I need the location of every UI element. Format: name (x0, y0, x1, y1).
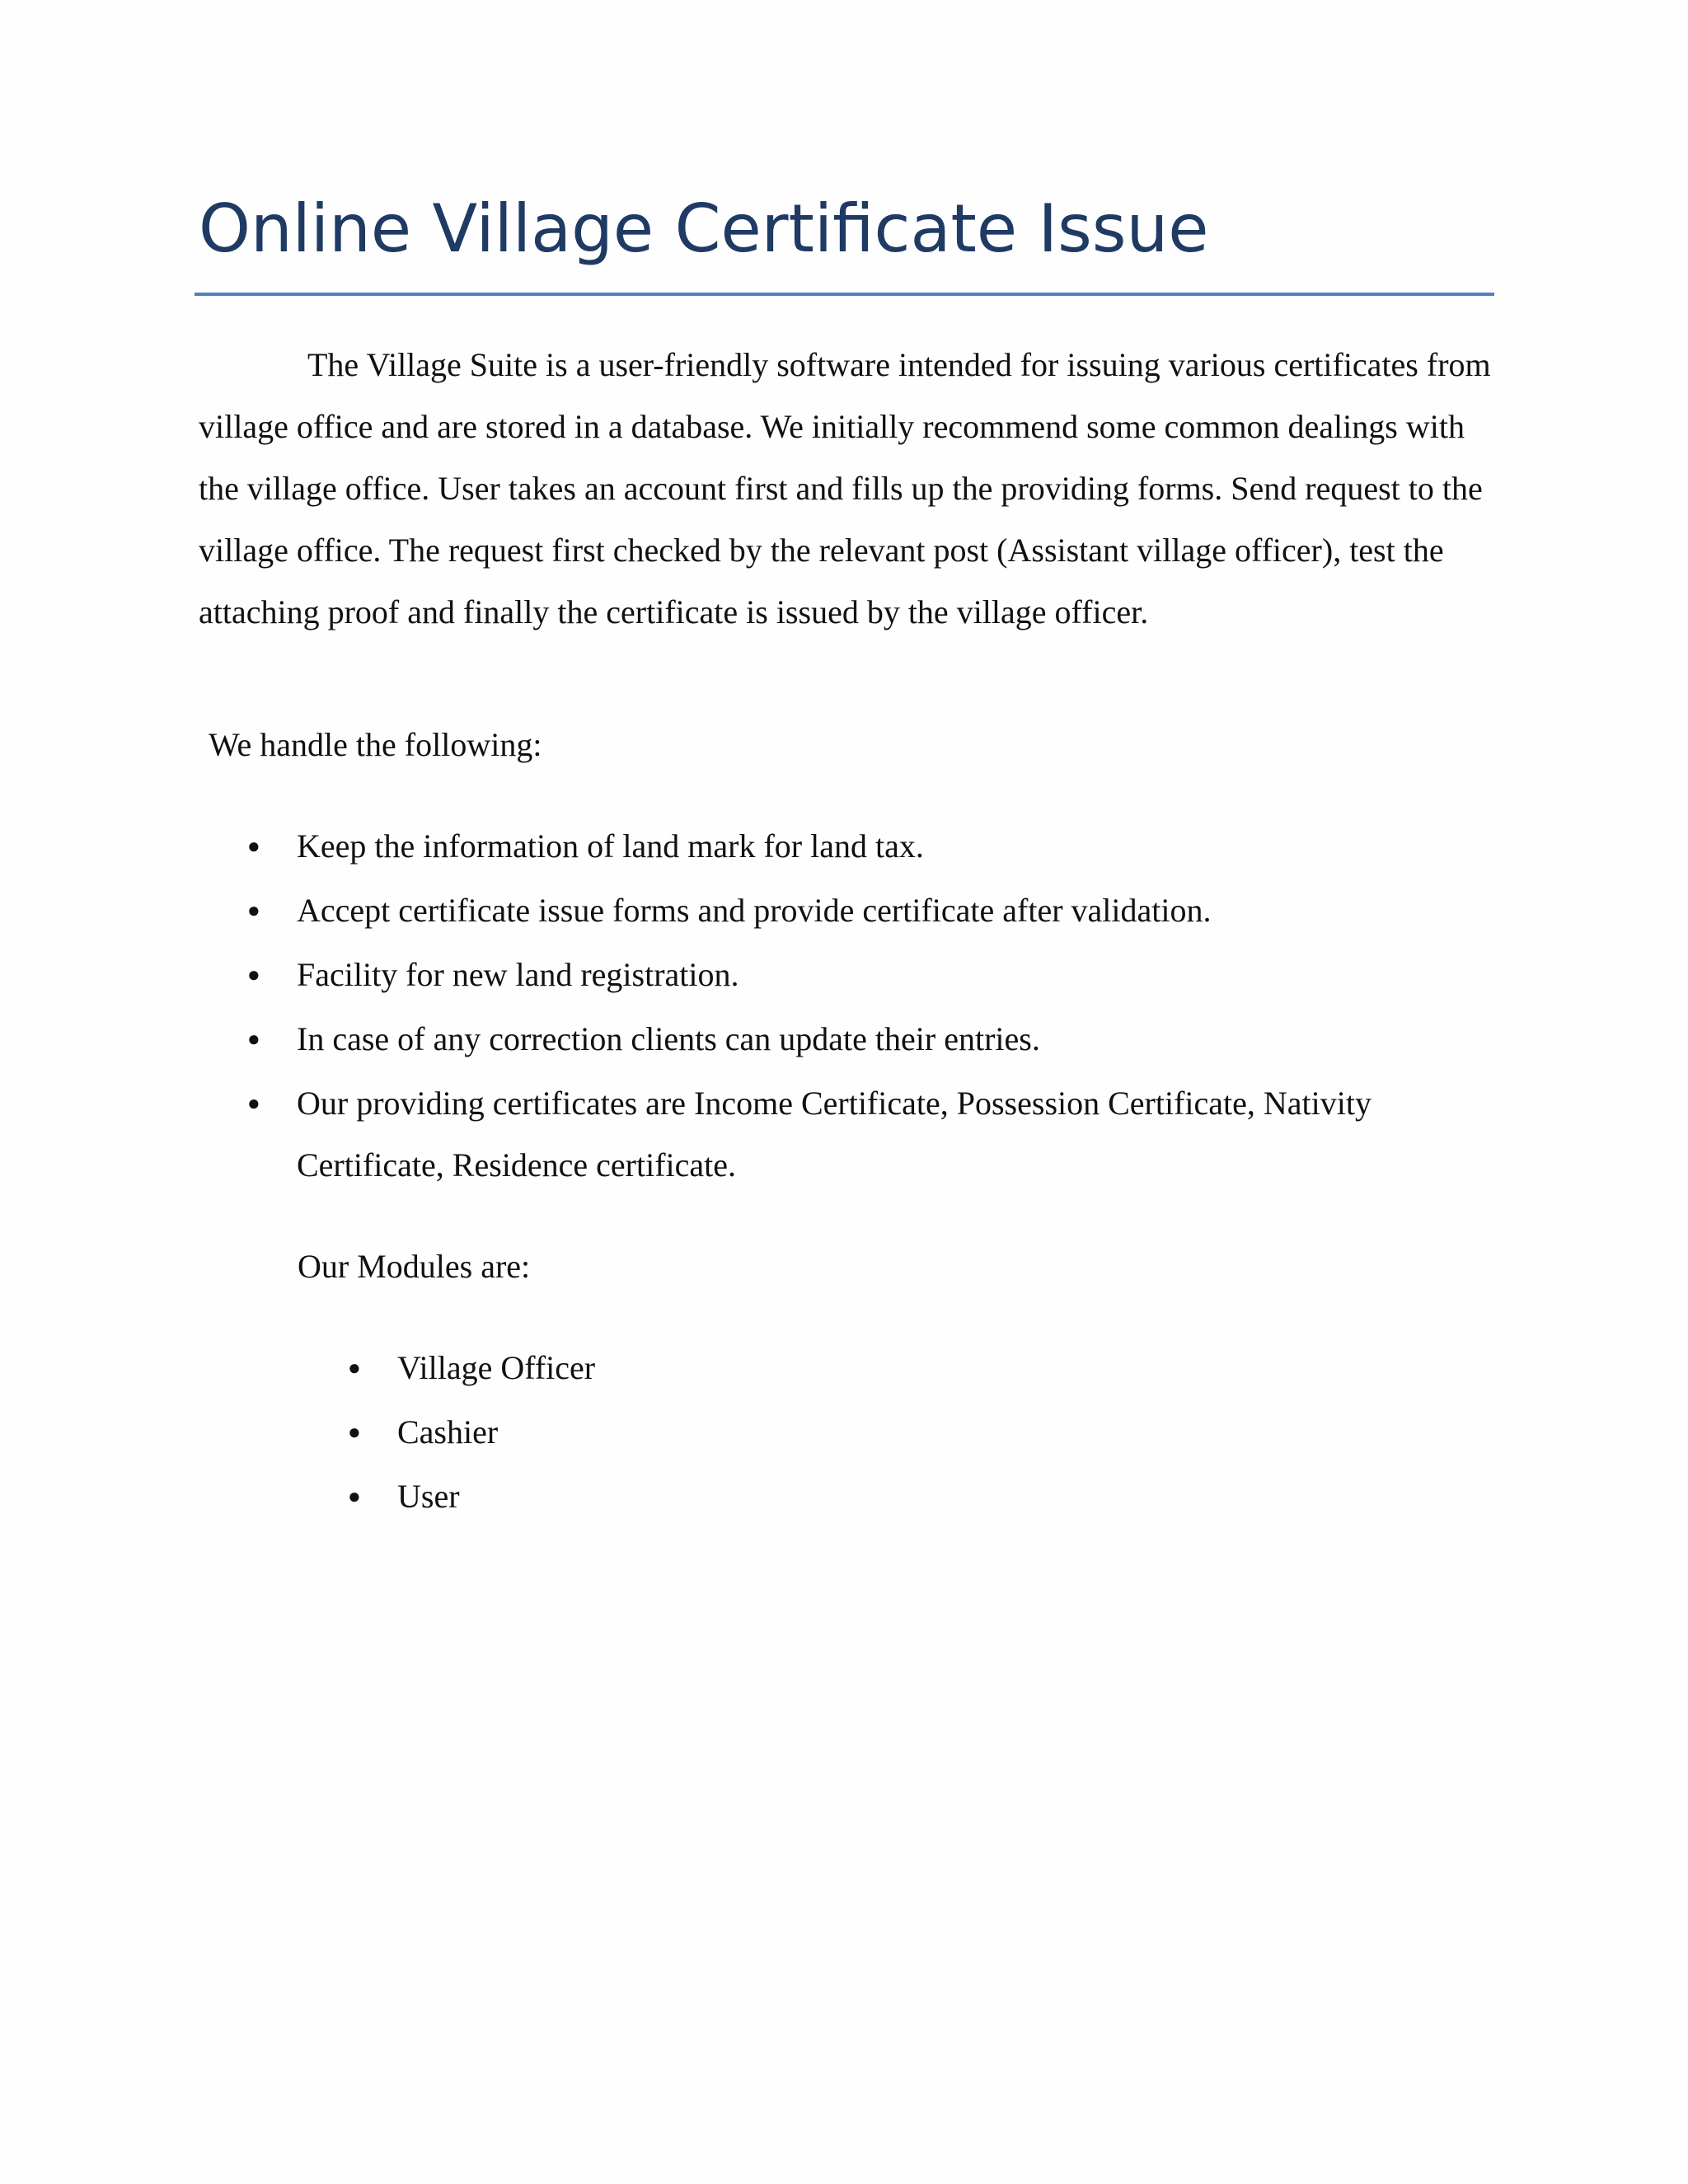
list-item-text: Accept certificate issue forms and provide certificate after validation. (297, 892, 1212, 929)
bullet-icon: ● (348, 1484, 361, 1508)
features-heading: We handle the following: (209, 726, 542, 763)
list-item (348, 1337, 1057, 1399)
list-item (247, 815, 1500, 877)
features-list (247, 815, 1500, 1198)
list-item-text: Keep the information of land mark for land tax. (297, 827, 924, 865)
list-item-text: Our providing certificates are Income Certificate, Possession Certificate, Nativity Certificate, Residence certificate. (297, 1085, 1372, 1183)
bullet-icon: ● (247, 898, 260, 922)
title-underline (195, 293, 1494, 296)
page-title: Online Village Certificate Issue (199, 190, 1209, 267)
bullet-icon: ● (247, 834, 260, 858)
bullet-icon: ● (247, 1091, 260, 1115)
list-item-text: User (397, 1478, 460, 1515)
bullet-icon: ● (247, 1027, 260, 1051)
list-item (348, 1465, 1057, 1527)
list-item-text: In case of any correction clients can update their entries. (297, 1020, 1040, 1057)
list-item (247, 1072, 1500, 1196)
bullet-icon: ● (348, 1356, 361, 1380)
list-item (247, 944, 1500, 1005)
list-item (247, 879, 1500, 941)
list-item-text: Village Officer (397, 1349, 596, 1386)
list-item-text: Cashier (397, 1413, 499, 1451)
intro-paragraph: The Village Suite is a user-friendly software intended for issuing various certificates from village office and are stored in a database. We initially recommend some common dealings with the village office. User takes an account first and fills up the providing forms. Send request to the village office. The request first checked by the relevant post (Assistant village officer), test the attaching proof and finally the certificate is issued by the village officer. (199, 346, 1491, 630)
bullet-icon: ● (247, 963, 260, 987)
list-item (348, 1401, 1057, 1463)
modules-heading: Our Modules are: (298, 1248, 531, 1285)
bullet-icon: ● (348, 1420, 361, 1444)
list-item-text: Facility for new land registration. (297, 956, 739, 993)
modules-list (348, 1337, 1057, 1530)
list-item (247, 1008, 1500, 1070)
